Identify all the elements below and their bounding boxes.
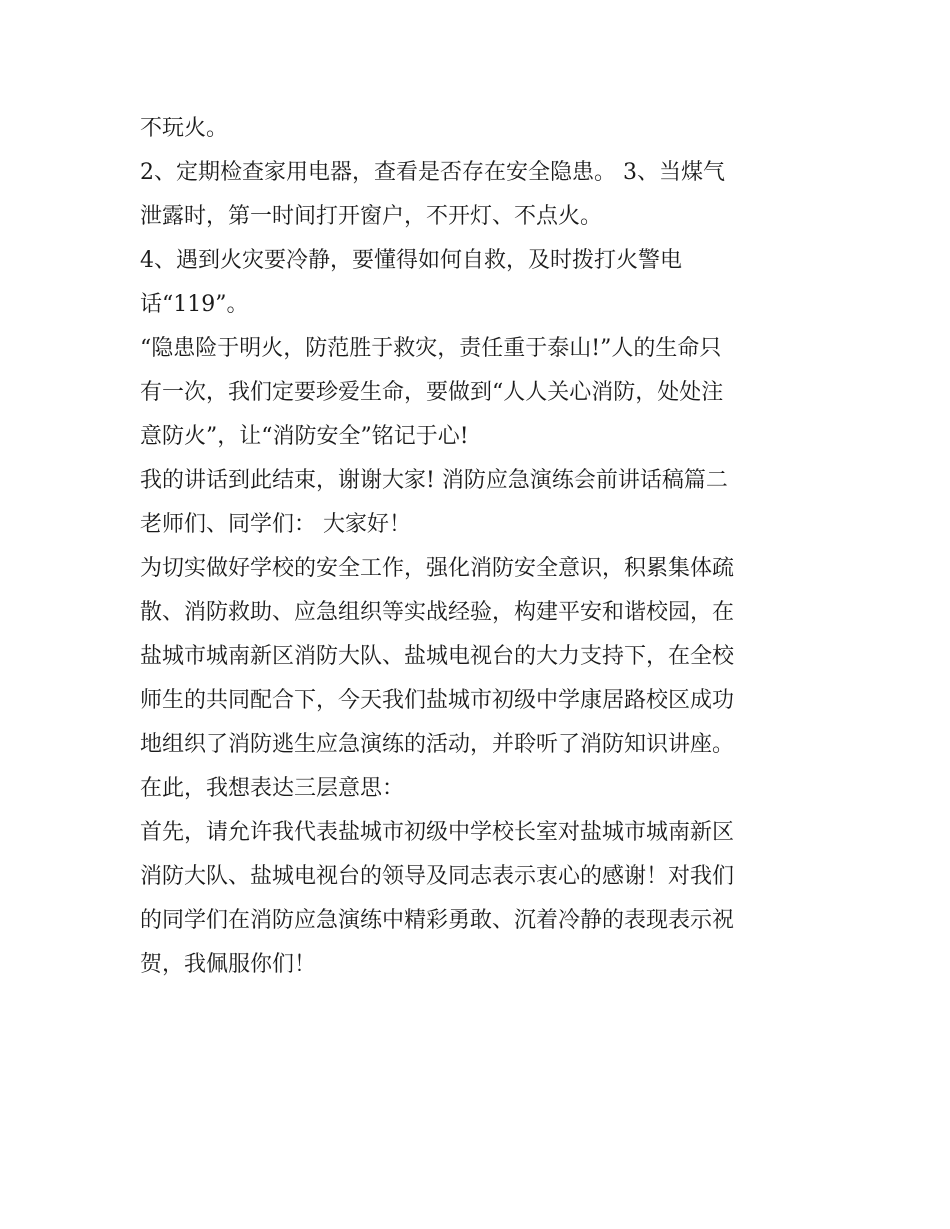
text-line: 4、遇到火灾要冷静，要懂得如何自救，及时拨打火警电 <box>140 248 682 273</box>
text-line: 泄露时，第一时间打开窗户，不开灯、不点火。 <box>140 204 603 229</box>
text-line: 有一次，我们定要珍爱生命，要做到“人人关心消防，处处注 <box>140 380 724 405</box>
text-line: 贺，我佩服你们！ <box>140 952 317 977</box>
text-line: 地组织了消防逃生应急演练的活动，并聆听了消防知识讲座。 <box>140 732 735 757</box>
text-line: 为切实做好学校的安全工作，强化消防安全意识，积累集体疏 <box>140 556 735 581</box>
text-line: 消防大队、盐城电视台的领导及同志表示衷心的感谢！对我们 <box>140 864 735 889</box>
text-line: 意防火”，让“消防安全”铭记于心! <box>140 424 469 449</box>
text-line: 我的讲话到此结束，谢谢大家! 消防应急演练会前讲话稿篇二 <box>140 468 728 493</box>
text-line: 老师们、同学们： 大家好！ <box>140 512 411 537</box>
text-line: 盐城市城南新区消防大队、盐城电视台的大力支持下，在全校 <box>140 644 735 669</box>
text-line: 不玩火。 <box>140 116 229 141</box>
text-line: 首先，请允许我代表盐城市初级中学校长室对盐城市城南新区 <box>140 820 735 845</box>
text-line: 2、定期检查家用电器，查看是否存在安全隐患。 3、当煤气 <box>140 160 725 185</box>
text-line: 在此，我想表达三层意思： <box>140 776 405 801</box>
text-line: 的同学们在消防应急演练中精彩勇敢、沉着冷静的表现表示祝 <box>140 908 735 933</box>
text-line: 话“119”。 <box>140 292 249 317</box>
text-line: “隐患险于明火，防范胜于救灾，责任重于泰山!”人的生命只 <box>140 336 722 361</box>
text-line: 散、消防救助、应急组织等实战经验，构建平安和谐校园，在 <box>140 600 735 625</box>
document-body <box>140 107 820 987</box>
text-line: 师生的共同配合下，今天我们盐城市初级中学康居路校区成功 <box>140 688 735 713</box>
